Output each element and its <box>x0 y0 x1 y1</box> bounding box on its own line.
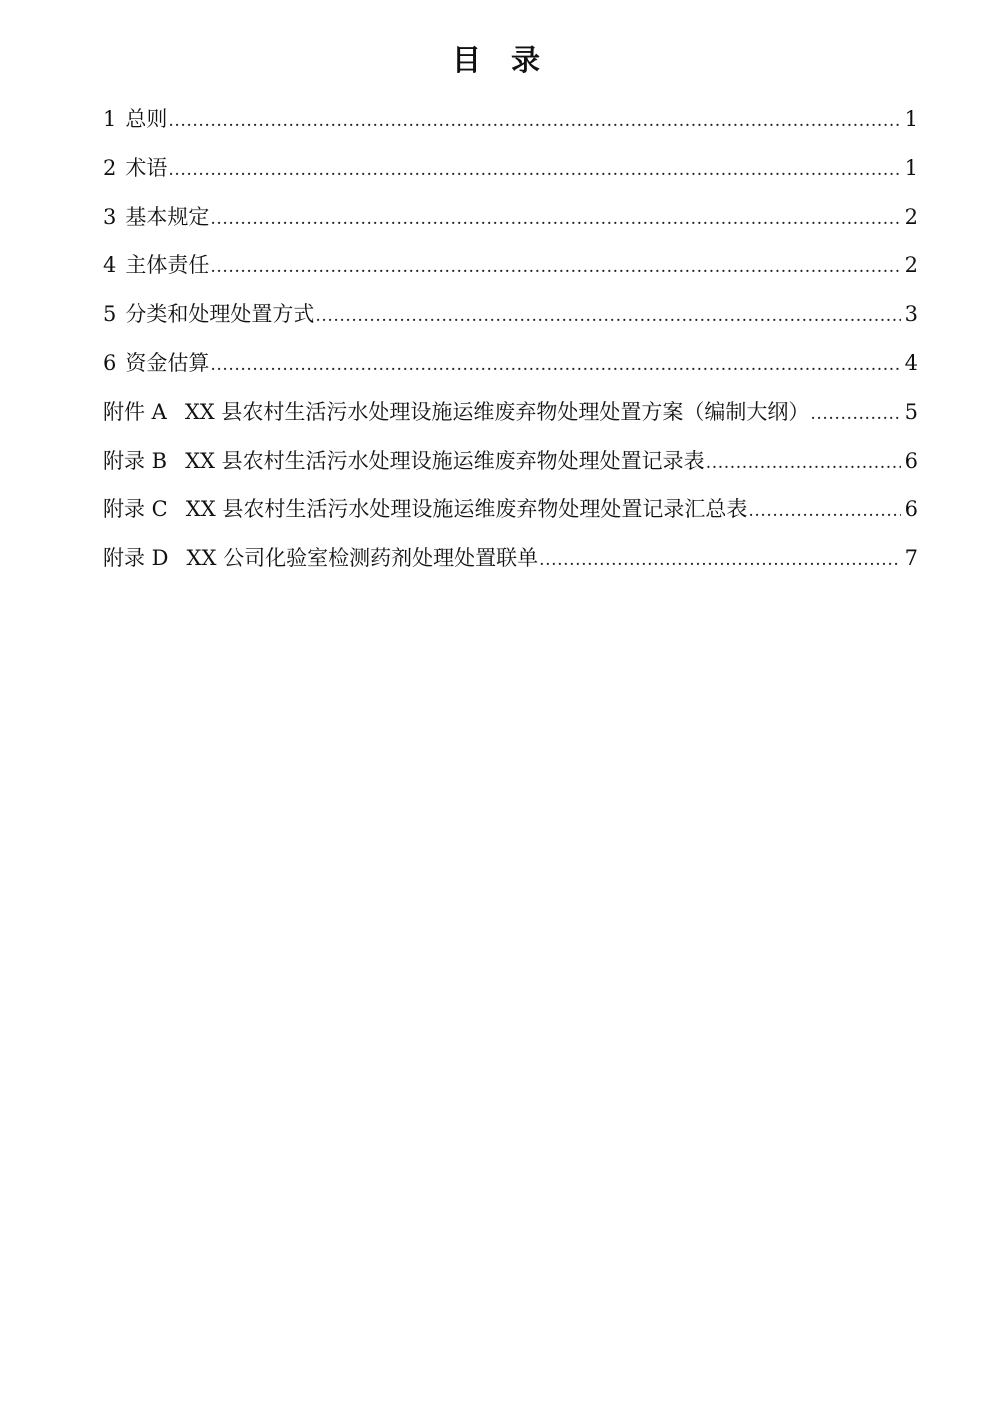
toc-page-number: 4 <box>904 350 918 375</box>
toc-leader-dots <box>210 347 900 383</box>
toc-entry-label <box>103 101 168 137</box>
toc-page-number: 3 <box>904 302 918 327</box>
toc-entry-3[interactable] <box>103 199 918 248</box>
toc-entry-appendix-c[interactable] <box>103 491 918 540</box>
toc-entry-5[interactable] <box>103 296 918 345</box>
toc-entry-label <box>103 247 210 283</box>
toc-page-number: 5 <box>904 399 918 424</box>
toc-page-number: 6 <box>904 497 918 522</box>
toc-leader-dots <box>210 249 900 285</box>
toc-leader-dots <box>168 103 900 139</box>
toc-entry-number: 附录 B <box>103 448 168 473</box>
toc-page-number: 1 <box>904 107 918 131</box>
toc-entry-number: 2 <box>103 155 117 180</box>
toc-entry-title: XX 县农村生活污水处理设施运维废弃物处理处置方案（编制大纲） <box>184 399 810 424</box>
toc-entry-title: XX 县农村生活污水处理设施运维废弃物处理处置记录表 <box>185 448 705 473</box>
toc-page-number: 6 <box>904 448 918 473</box>
toc-entry-label <box>103 199 210 235</box>
toc-page-number: 2 <box>904 204 918 229</box>
toc-entry-number: 附录 C <box>103 497 168 522</box>
toc-entry-title: 主体责任 <box>125 253 210 278</box>
toc-entry-4[interactable] <box>103 247 918 296</box>
toc-entry-appendix-a[interactable] <box>103 394 918 443</box>
toc-entry-number: 1 <box>103 107 117 131</box>
toc-entry-label <box>103 443 706 479</box>
toc-entry-6[interactable] <box>103 345 918 394</box>
toc-page-number: 1 <box>904 155 918 180</box>
toc-entry-label <box>103 491 748 527</box>
toc-leader-dots <box>748 493 900 529</box>
toc-leader-dots <box>210 201 900 237</box>
toc-entry-2[interactable] <box>103 150 918 199</box>
toc-entry-title: 术语 <box>125 155 168 180</box>
toc-entry-number: 5 <box>103 302 117 327</box>
toc-entry-appendix-d[interactable] <box>103 540 918 589</box>
toc-entry-1[interactable] <box>103 101 918 150</box>
toc-page-number: 7 <box>904 546 918 571</box>
toc-entry-title: XX 公司化验室检测药剂处理处置联单 <box>186 546 539 571</box>
toc-page-number: 2 <box>904 253 918 278</box>
toc-leader-dots <box>315 298 900 334</box>
toc-entry-number: 6 <box>103 350 117 375</box>
toc-entry-title: 分类和处理处置方式 <box>125 302 315 327</box>
toc-entry-label <box>103 150 168 186</box>
toc-list <box>103 101 918 589</box>
toc-title-part1: 目 <box>451 43 481 77</box>
toc-entry-number: 4 <box>103 253 117 278</box>
toc-entry-title: 基本规定 <box>125 204 210 229</box>
toc-entry-number: 附件 A <box>103 399 167 424</box>
toc-entry-appendix-b[interactable] <box>103 443 918 492</box>
toc-leader-dots <box>168 152 900 188</box>
toc-title-part2: 录 <box>511 43 541 77</box>
toc-entry-number: 3 <box>103 204 117 229</box>
toc-leader-dots <box>539 542 901 578</box>
toc-entry-label <box>103 540 539 576</box>
toc-entry-label <box>103 394 810 430</box>
toc-entry-label <box>103 345 210 381</box>
toc-entry-title: XX 县农村生活污水处理设施运维废弃物处理处置记录汇总表 <box>185 497 748 522</box>
toc-title <box>0 38 992 82</box>
toc-entry-title: 总则 <box>125 107 168 131</box>
toc-entry-title: 资金估算 <box>125 350 210 375</box>
toc-leader-dots <box>706 445 901 481</box>
toc-entry-label <box>103 296 315 332</box>
toc-leader-dots <box>810 396 900 432</box>
toc-entry-number: 附录 D <box>103 546 169 571</box>
